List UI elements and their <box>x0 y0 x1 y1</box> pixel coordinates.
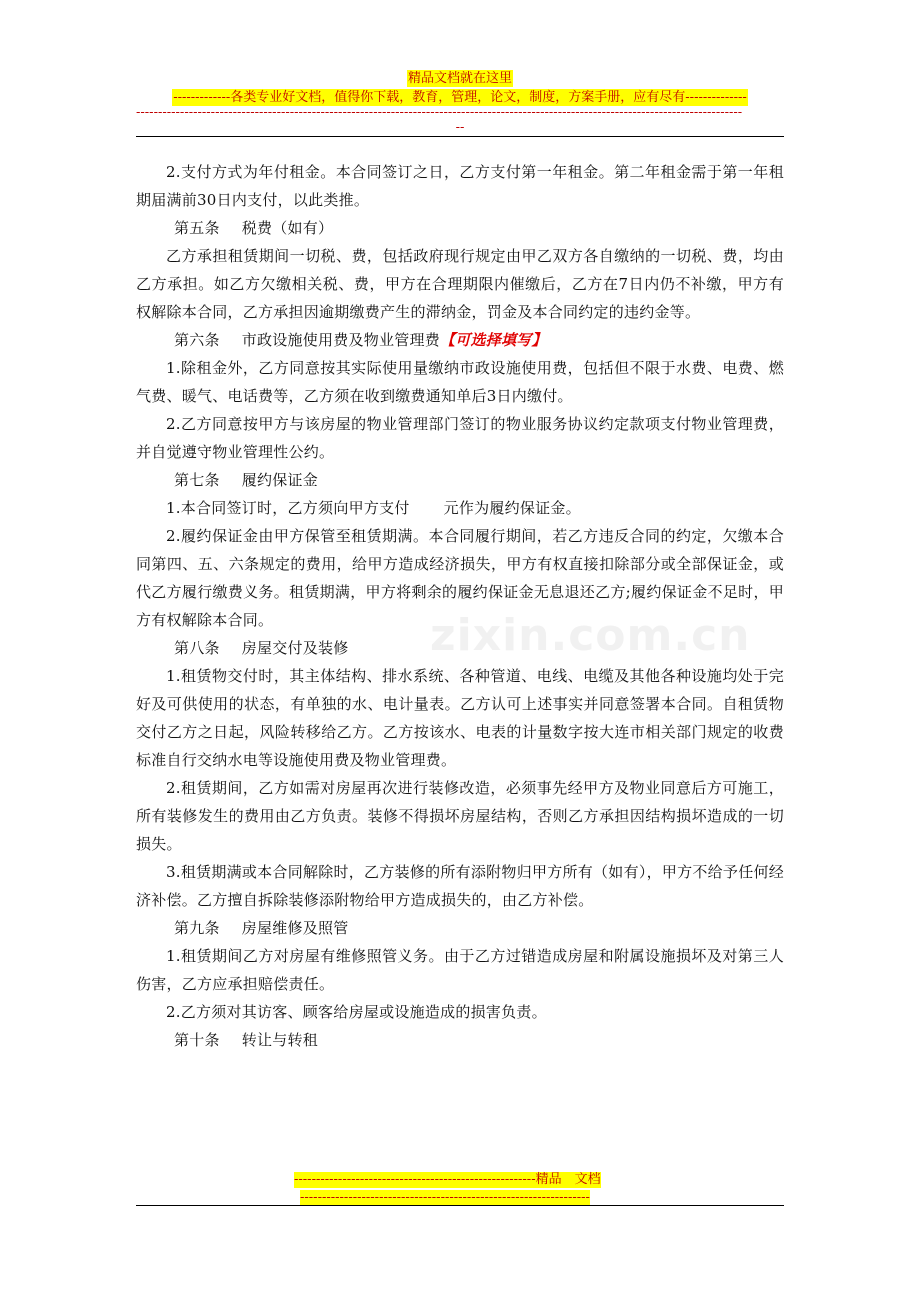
article-number: 第五条 <box>174 219 220 237</box>
watermark: zixin.com.cn <box>430 610 751 661</box>
footer-rule <box>136 1205 784 1206</box>
footer-banner <box>294 1168 601 1188</box>
article-title: 市政设施使用费及物业管理费 <box>241 331 441 349</box>
header-dash-tail: -- <box>455 121 465 135</box>
article-heading-6 <box>136 326 784 354</box>
optional-fill-tag: 【可选择填写】 <box>440 331 547 349</box>
article-number: 第九条 <box>174 919 220 937</box>
paragraph: 1.除租金外，乙方同意按其实际使用量缴纳市政设施使用费，包括但不限于水费、电费、燃气费、暖气、电话费等，乙方须在收到缴费通知单后3日内缴付。 <box>136 359 784 405</box>
article-heading-8 <box>136 634 784 662</box>
paragraph: 2.乙方同意按甲方与该房屋的物业管理部门签订的物业服务协议约定款项支付物业管理费，并自觉遵守物业管理性公约。 <box>136 415 784 461</box>
paragraph: 2.乙方须对其访客、顾客给房屋或设施造成的损害负责。 <box>166 1003 547 1021</box>
article-title: 房屋维修及照管 <box>241 919 349 937</box>
paragraph: 2.租赁期间，乙方如需对房屋再次进行装修改造，必须事先经甲方及物业同意后方可施工，所有装修发生的费用由乙方负责。装修不得损坏房屋结构，否则乙方承担因结构损坏造成的一切损失。 <box>136 779 784 853</box>
contract-body <box>136 158 784 1054</box>
paragraph-text-after-blank: 元作为履约保证金。 <box>443 499 581 517</box>
footer-dash-banner <box>300 1186 590 1206</box>
header-slogan-text: -------------各类专业好文档，值得你下载，教育，管理，论文，制度，方案手册，应有尽有-------------- <box>173 90 747 105</box>
article-number: 第十条 <box>174 1031 220 1049</box>
footer-banner-text: -------------------------------------------------------精品 文档 <box>294 1172 601 1187</box>
article-heading-7 <box>136 466 784 494</box>
header-banner-slogan <box>136 86 784 106</box>
header-rule <box>136 136 784 137</box>
footer-dash-text: ------------------------------------------------------------------ <box>300 1190 590 1205</box>
paragraph: 乙方承担租赁期间一切税、费，包括政府现行规定由甲乙双方各自缴纳的一切税、费，均由乙方承担。如乙方欠缴相关税、费，甲方在合理期限内催缴后，乙方在7日内仍不补缴，甲方有权解除本合同，乙方承担因逾期缴费产生的滞纳金，罚金及本合同约定的违约金等。 <box>136 247 784 321</box>
header-title-text: 精品文档就在这里 <box>407 71 512 86</box>
header-dash-line: ------------------------------------------------------------------------------------------------------------------------------------------ <box>136 106 743 120</box>
paragraph: 1.租赁期间乙方对房屋有维修照管义务。由于乙方过错造成房屋和附属设施损坏及对第三人伤害，乙方应承担赔偿责任。 <box>136 947 784 993</box>
paragraph: 2.支付方式为年付租金。本合同签订之日，乙方支付第一年租金。第二年租金需于第一年租期届满前30日内支付，以此类推。 <box>136 163 784 209</box>
paragraph: 1.租赁物交付时，其主体结构、排水系统、各种管道、电线、电缆及其他各种设施均处于完好及可供使用的状态，有单独的水、电计量表。乙方认可上述事实并同意签署本合同。自租赁物交付乙方之日起，风险转移给乙方。乙方按该水、电表的计量数字按大连市相关部门规定的收费标准自行交纳水电等设施使用费及物业管理费。 <box>136 667 784 769</box>
article-title: 转让与转租 <box>241 1031 319 1049</box>
article-heading-10 <box>136 1026 784 1054</box>
paragraph <box>136 494 784 522</box>
paragraph: 3.租赁期满或本合同解除时，乙方装修的所有添附物归甲方所有（如有），甲方不给予任何经济补偿。乙方擅自拆除装修添附物给甲方造成损失的，由乙方补偿。 <box>136 863 784 909</box>
article-title: 履约保证金 <box>241 471 319 489</box>
header-banner-title <box>136 67 784 87</box>
article-number: 第八条 <box>174 639 220 657</box>
article-number: 第六条 <box>174 331 220 349</box>
article-heading-5 <box>136 214 784 242</box>
article-number: 第七条 <box>174 471 220 489</box>
article-heading-9 <box>136 914 784 942</box>
article-title: 房屋交付及装修 <box>241 639 349 657</box>
article-title: 税费（如有） <box>241 219 334 237</box>
paragraph-text-before-blank: 1.本合同签订时，乙方须向甲方支付 <box>166 499 410 517</box>
paragraph: 2.履约保证金由甲方保管至租赁期满。本合同履行期间，若乙方违反合同的约定，欠缴本合同第四、五、六条规定的费用，给甲方造成经济损失，甲方有权直接扣除部分或全部保证金，或代乙方履行缴费义务。租赁期满，甲方将剩余的履约保证金无息退还乙方;履约保证金不足时，甲方有权解除本合同。 <box>136 527 784 629</box>
